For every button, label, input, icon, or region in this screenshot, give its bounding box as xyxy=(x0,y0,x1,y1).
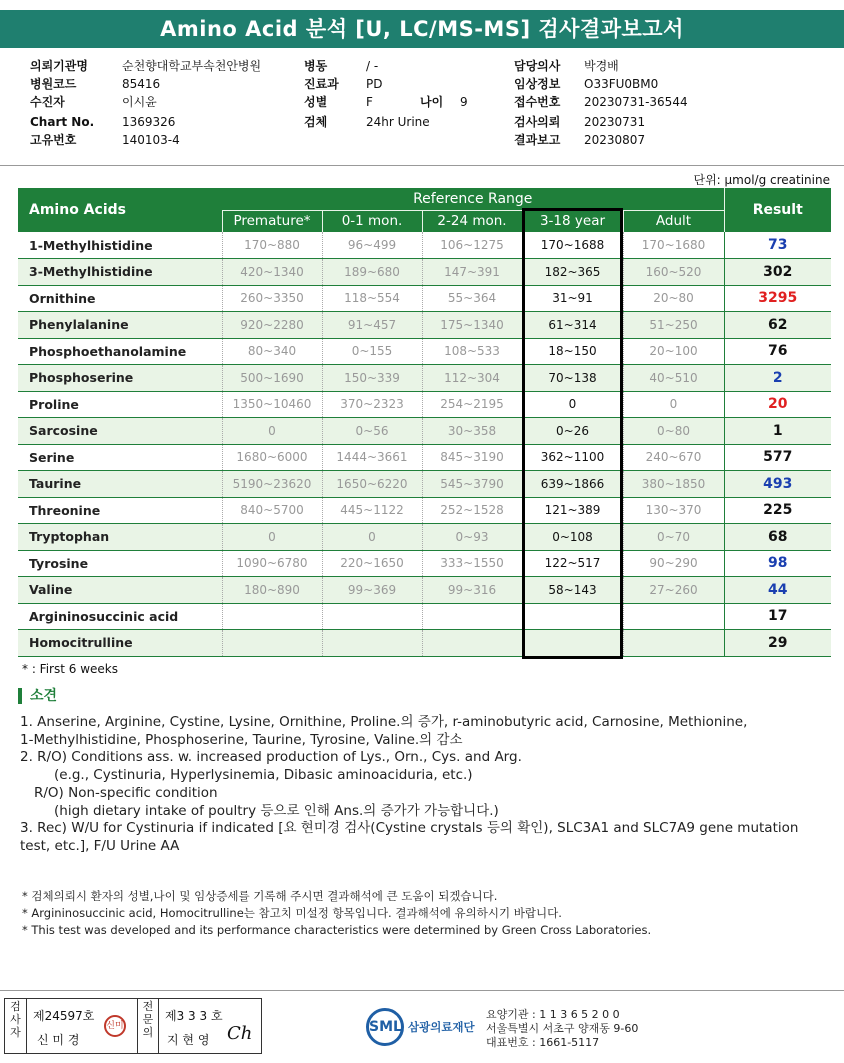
finding-line: R/O) Non-specific condition xyxy=(34,784,218,801)
info-row xyxy=(30,57,830,75)
specialist-license: 제3 3 3 호 xyxy=(165,1009,223,1023)
reference-range-cell: 99~369 xyxy=(322,577,422,604)
sex-label: 성별 xyxy=(304,95,328,109)
report-date-label: 결과보고 xyxy=(514,133,561,147)
header-premature: Premature* xyxy=(222,210,322,232)
info-row xyxy=(30,75,830,93)
amino-acid-name: Argininosuccinic acid xyxy=(18,603,222,630)
result-value: 302 xyxy=(724,259,831,286)
table-row xyxy=(18,285,831,312)
reference-range-cell: 260~3350 xyxy=(222,285,322,312)
header-result: Result xyxy=(724,188,831,232)
reference-range-cell: 254~2195 xyxy=(422,391,522,418)
result-value: 98 xyxy=(724,550,831,577)
result-value: 493 xyxy=(724,471,831,498)
unique-id-label: 고유번호 xyxy=(30,133,77,147)
table-row xyxy=(18,550,831,577)
patient-value: 이시윤 xyxy=(122,95,157,109)
reference-range-cell: 0~70 xyxy=(623,524,724,551)
table-row xyxy=(18,603,831,630)
tester-role: 검사자 xyxy=(5,999,27,1053)
header-3-18-year: 3-18 year xyxy=(522,210,623,232)
chart-no-label: Chart No. xyxy=(30,115,95,129)
specialist-name: 지 현 영 xyxy=(167,1033,210,1047)
info-row xyxy=(30,93,830,111)
hospital-code-label: 병원코드 xyxy=(30,77,77,91)
specimen-label: 검체 xyxy=(304,115,328,129)
result-value: 20 xyxy=(724,391,831,418)
reference-range-cell: 118~554 xyxy=(322,285,422,312)
header-0-1-mon: 0-1 mon. xyxy=(322,210,422,232)
reference-range-cell: 150~339 xyxy=(322,365,422,392)
amino-acid-name: Sarcosine xyxy=(18,418,222,445)
report-notes xyxy=(22,888,651,939)
header-reference-range: Reference Range xyxy=(222,188,724,210)
table-row xyxy=(18,312,831,339)
reference-range-cell: 91~457 xyxy=(322,312,422,339)
doctor-label: 담당의사 xyxy=(514,59,561,73)
finding-line: 1. Anserine, Arginine, Cystine, Lysine, Ornithine, Proline.의 증가, r-aminobutyric acid, Carnosine, Methionine, xyxy=(20,714,748,730)
amino-acid-name: Ornithine xyxy=(18,285,222,312)
finding-line: (high dietary intake of poultry 등으로 인해 Ans.의 증가가 가능합니다.) xyxy=(54,802,499,819)
amino-acid-name: Phenylalanine xyxy=(18,312,222,339)
divider xyxy=(0,990,844,991)
reference-range-cell: 55~364 xyxy=(422,285,522,312)
reference-range-cell: 370~2323 xyxy=(322,391,422,418)
table-row xyxy=(18,497,831,524)
doctor-value: 박경배 xyxy=(584,59,619,73)
reference-range-cell: 27~260 xyxy=(623,577,724,604)
findings-title: 소견 xyxy=(18,688,57,704)
department-value: PD xyxy=(366,77,383,91)
clinical-info-label: 임상정보 xyxy=(514,77,561,91)
table-row xyxy=(18,471,831,498)
age-label: 나이 xyxy=(420,95,444,109)
reference-range-cell: 1090~6780 xyxy=(222,550,322,577)
reference-range-cell: 0 xyxy=(222,418,322,445)
amino-acid-name: Valine xyxy=(18,577,222,604)
amino-acid-name: Homocitrulline xyxy=(18,630,222,657)
header-amino-acids: Amino Acids xyxy=(18,188,222,232)
reference-range-cell: 40~510 xyxy=(623,365,724,392)
reference-range-cell: 333~1550 xyxy=(422,550,522,577)
table-row xyxy=(18,630,831,657)
unit-label: 단위: μmol/g creatinine xyxy=(693,173,830,187)
signature-block xyxy=(4,998,262,1054)
table-row xyxy=(18,365,831,392)
reference-range-cell xyxy=(522,603,623,630)
unique-id-value: 140103-4 xyxy=(122,133,180,147)
table-body xyxy=(18,232,831,656)
reference-range-cell: 180~890 xyxy=(222,577,322,604)
reference-range-cell: 920~2280 xyxy=(222,312,322,339)
table-row xyxy=(18,418,831,445)
reference-range-cell: 96~499 xyxy=(322,232,422,259)
reference-range-cell: 0 xyxy=(222,524,322,551)
reference-range-cell xyxy=(222,630,322,657)
reference-range-cell: 130~370 xyxy=(623,497,724,524)
tester-license: 제24597호 xyxy=(33,1009,95,1023)
lab-name: 삼광의료재단 xyxy=(408,1020,475,1034)
reference-range-cell: 0~56 xyxy=(322,418,422,445)
result-value: 76 xyxy=(724,338,831,365)
amino-acid-table xyxy=(18,188,831,657)
reference-range-cell: 220~1650 xyxy=(322,550,422,577)
reference-range-cell: 0~80 xyxy=(623,418,724,445)
header-2-24-mon: 2-24 mon. xyxy=(422,210,522,232)
table-row xyxy=(18,232,831,259)
tester-stamp: 신미 xyxy=(104,1015,126,1037)
institution-label: 의뢰기관명 xyxy=(30,59,88,73)
reference-range-cell: 845~3190 xyxy=(422,444,522,471)
info-row xyxy=(30,113,830,131)
patient-label: 수진자 xyxy=(30,95,65,109)
reference-range-cell: 840~5700 xyxy=(222,497,322,524)
result-value: 17 xyxy=(724,603,831,630)
age-value: 9 xyxy=(460,95,468,109)
clinical-info-value: O33FU0BM0 xyxy=(584,77,659,91)
report-title: Amino Acid 분석 [U, LC/MS-MS] 검사결과보고서 xyxy=(0,10,844,48)
finding-line: test, etc.], F/U Urine AA xyxy=(20,837,180,854)
header-adult: Adult xyxy=(623,210,724,232)
premature-footnote: * : First 6 weeks xyxy=(22,662,118,676)
reference-range-cell: 1680~6000 xyxy=(222,444,322,471)
reference-range-cell: 0~108 xyxy=(522,524,623,551)
table-row xyxy=(18,338,831,365)
reference-range-cell: 70~138 xyxy=(522,365,623,392)
reference-range-cell: 1350~10460 xyxy=(222,391,322,418)
reference-range-cell: 170~880 xyxy=(222,232,322,259)
reference-range-cell: 420~1340 xyxy=(222,259,322,286)
reference-range-cell: 182~365 xyxy=(522,259,623,286)
reference-range-cell xyxy=(322,603,422,630)
amino-acid-name: Taurine xyxy=(18,471,222,498)
reference-range-cell: 20~100 xyxy=(623,338,724,365)
amino-acid-name: Serine xyxy=(18,444,222,471)
amino-acid-name: Threonine xyxy=(18,497,222,524)
reference-range-cell: 380~1850 xyxy=(623,471,724,498)
receipt-no-label: 접수번호 xyxy=(514,95,561,109)
result-value: 29 xyxy=(724,630,831,657)
note-line: * 검체의뢰시 환자의 성별,나이 및 임상증세를 기록해 주시면 결과해석에 큰 도움이 되겠습니다. xyxy=(22,889,498,903)
note-line: * Argininosuccinic acid, Homocitrulline는 참고치 미설정 항목입니다. 결과해석에 유의하시기 바랍니다. xyxy=(22,906,562,920)
receipt-no-value: 20230731-36544 xyxy=(584,95,688,109)
result-value: 73 xyxy=(724,232,831,259)
ward-value: / - xyxy=(366,59,379,73)
reference-range-cell xyxy=(522,630,623,657)
reference-range-cell: 112~304 xyxy=(422,365,522,392)
reference-range-cell: 61~314 xyxy=(522,312,623,339)
divider xyxy=(0,165,844,166)
reference-range-cell: 545~3790 xyxy=(422,471,522,498)
lab-contact xyxy=(486,1008,638,1050)
reference-range-cell: 362~1100 xyxy=(522,444,623,471)
reference-range-cell: 170~1680 xyxy=(623,232,724,259)
reference-range-cell: 170~1688 xyxy=(522,232,623,259)
specimen-value: 24hr Urine xyxy=(366,115,430,129)
result-value: 62 xyxy=(724,312,831,339)
reference-range-cell: 108~533 xyxy=(422,338,522,365)
table-row xyxy=(18,444,831,471)
result-value: 44 xyxy=(724,577,831,604)
reference-range-cell: 0~93 xyxy=(422,524,522,551)
result-value: 68 xyxy=(724,524,831,551)
result-value: 1 xyxy=(724,418,831,445)
reference-range-cell: 51~250 xyxy=(623,312,724,339)
reference-range-cell: 30~358 xyxy=(422,418,522,445)
reference-range-cell: 0 xyxy=(522,391,623,418)
result-value: 2 xyxy=(724,365,831,392)
amino-acid-name: Tryptophan xyxy=(18,524,222,551)
specialist-signature: Ch xyxy=(227,1023,253,1044)
institution-value: 순천향대학교부속천안병원 xyxy=(122,59,262,73)
finding-line: 1-Methylhistidine, Phosphoserine, Taurine, Tyrosine, Valine.의 감소 xyxy=(20,731,463,748)
reference-range-cell: 99~316 xyxy=(422,577,522,604)
amino-acid-name: 1-Methylhistidine xyxy=(18,232,222,259)
reference-range-cell: 500~1690 xyxy=(222,365,322,392)
reference-range-cell: 0 xyxy=(623,391,724,418)
reference-range-cell: 240~670 xyxy=(623,444,724,471)
finding-line: (e.g., Cystinuria, Hyperlysinemia, Dibasic aminoaciduria, etc.) xyxy=(54,767,473,784)
reference-range-cell: 1444~3661 xyxy=(322,444,422,471)
amino-acid-name: Proline xyxy=(18,391,222,418)
reference-range-cell: 0~26 xyxy=(522,418,623,445)
reference-range-cell xyxy=(222,603,322,630)
reference-range-cell: 189~680 xyxy=(322,259,422,286)
request-date-value: 20230731 xyxy=(584,115,646,129)
sex-value: F xyxy=(366,95,373,109)
department-label: 진료과 xyxy=(304,77,339,91)
reference-range-cell: 20~80 xyxy=(623,285,724,312)
reference-range-cell xyxy=(422,603,522,630)
ward-label: 병동 xyxy=(304,59,328,73)
reference-range-cell: 639~1866 xyxy=(522,471,623,498)
sml-logo-icon: SML xyxy=(366,1008,404,1046)
hospital-code-value: 85416 xyxy=(122,77,161,91)
reference-range-cell: 445~1122 xyxy=(322,497,422,524)
tester-name: 신 미 경 xyxy=(37,1033,80,1047)
table-row xyxy=(18,391,831,418)
report-date-value: 20230807 xyxy=(584,133,646,147)
finding-line: 2. R/O) Conditions ass. w. increased production of Lys., Orn., Cys. and Arg. xyxy=(20,749,522,766)
reference-range-cell: 147~391 xyxy=(422,259,522,286)
reference-range-cell: 0 xyxy=(322,524,422,551)
reference-range-cell: 90~290 xyxy=(623,550,724,577)
request-date-label: 검사의뢰 xyxy=(514,115,561,129)
reference-range-cell: 252~1528 xyxy=(422,497,522,524)
reference-range-cell xyxy=(322,630,422,657)
reference-range-cell: 1650~6220 xyxy=(322,471,422,498)
reference-range-cell xyxy=(623,603,724,630)
amino-acid-name: Tyrosine xyxy=(18,550,222,577)
amino-acid-name: Phosphoserine xyxy=(18,365,222,392)
org-line: 대표번호 : 1661-5117 xyxy=(486,1036,600,1049)
info-row xyxy=(30,131,830,149)
reference-range-cell: 122~517 xyxy=(522,550,623,577)
org-line: 서울특별시 서초구 양재동 9-60 xyxy=(486,1022,639,1035)
chart-no-value: 1369326 xyxy=(122,115,176,129)
result-value: 577 xyxy=(724,444,831,471)
finding-line: 3. Rec) W/U for Cystinuria if indicated [요 현미경 검사(Cystine crystals 등의 확인), SLC3A1 and SLC7A9 gene mutation xyxy=(20,820,799,837)
amino-acid-name: Phosphoethanolamine xyxy=(18,338,222,365)
reference-range-cell: 5190~23620 xyxy=(222,471,322,498)
reference-range-cell: 18~150 xyxy=(522,338,623,365)
findings-text xyxy=(20,714,825,856)
result-value: 225 xyxy=(724,497,831,524)
table-row xyxy=(18,577,831,604)
result-value: 3295 xyxy=(724,285,831,312)
specialist-role: 전문의 xyxy=(137,999,159,1053)
reference-range-cell: 80~340 xyxy=(222,338,322,365)
org-line: 요양기관 : 1 1 3 6 5 2 0 0 xyxy=(486,1008,620,1021)
table-row xyxy=(18,524,831,551)
table-row xyxy=(18,259,831,286)
reference-range-cell: 175~1340 xyxy=(422,312,522,339)
reference-range-cell xyxy=(623,630,724,657)
note-line: * This test was developed and its performance characteristics were determined by Green Cross Laboratories. xyxy=(22,923,652,937)
reference-range-cell: 0~155 xyxy=(322,338,422,365)
reference-range-cell xyxy=(422,630,522,657)
reference-range-cell: 31~91 xyxy=(522,285,623,312)
reference-range-cell: 106~1275 xyxy=(422,232,522,259)
reference-range-cell: 58~143 xyxy=(522,577,623,604)
amino-acid-name: 3-Methylhistidine xyxy=(18,259,222,286)
reference-range-cell: 121~389 xyxy=(522,497,623,524)
reference-range-cell: 160~520 xyxy=(623,259,724,286)
